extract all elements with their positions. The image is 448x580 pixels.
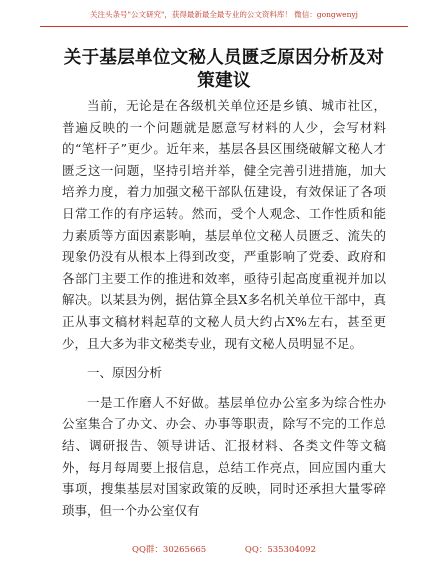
page-header-banner: 关注头条号"公文研究"，获得最新最全最专业的公文资料库！ 微信：gongwenyj <box>90 10 358 19</box>
page-footer <box>0 544 448 556</box>
header-divider <box>40 26 408 27</box>
section-heading: 一、原因分析 <box>87 365 163 381</box>
document-title: 关于基层单位文秘人员匮乏原因分析及对策建议 <box>63 48 385 91</box>
footer-qq-contact: QQ：535304092 <box>244 545 316 555</box>
document-body <box>62 95 386 521</box>
footer-qq-group: QQ群：30265665 <box>131 545 207 555</box>
section-paragraph: 一是工作磨人不好做。基层单位办公室多为综合性办公室集合了办文、办会、办事等职责，除写不完的工作总结、调研报告、领导讲话、汇报材料、各类文件等文稿外，每月每周要上报信息，总结工作亮点，回应国内重大事项，搜集基层对国家政策的反映，同时还承担大量零碎琐事，但一个办公室仅有 <box>62 394 386 518</box>
intro-paragraph: 当前，无论是在各级机关单位还是乡镇、城市社区，普遍反映的一个问题就是愿意写材料的人少，会写材料的“笔杆子”更少。近年来，基层各县区围绕破解文秘人才匮乏这一问题，坚持引培并举，健全完善引进措施，加大培养力度，着力加强文秘干部队伍建设，有效保证了各项日常工作的有序运转。然而，受个人观念、工作性质和能力素质等方面因素影响，基层单位文秘人员匮乏、流失的现象仍没有从根本上得到改变，严重影响了党委、政府和各部门主要工作的推进和效率，亟待引起高度重视并加以解决。以某县为例，据估算全县X多名机关单位干部中，真正从事文稿材料起草的文秘人员大约占X%左右，甚至更少，且大多为非文秘类专业，现有文秘人员明显不足。 <box>62 98 386 351</box>
